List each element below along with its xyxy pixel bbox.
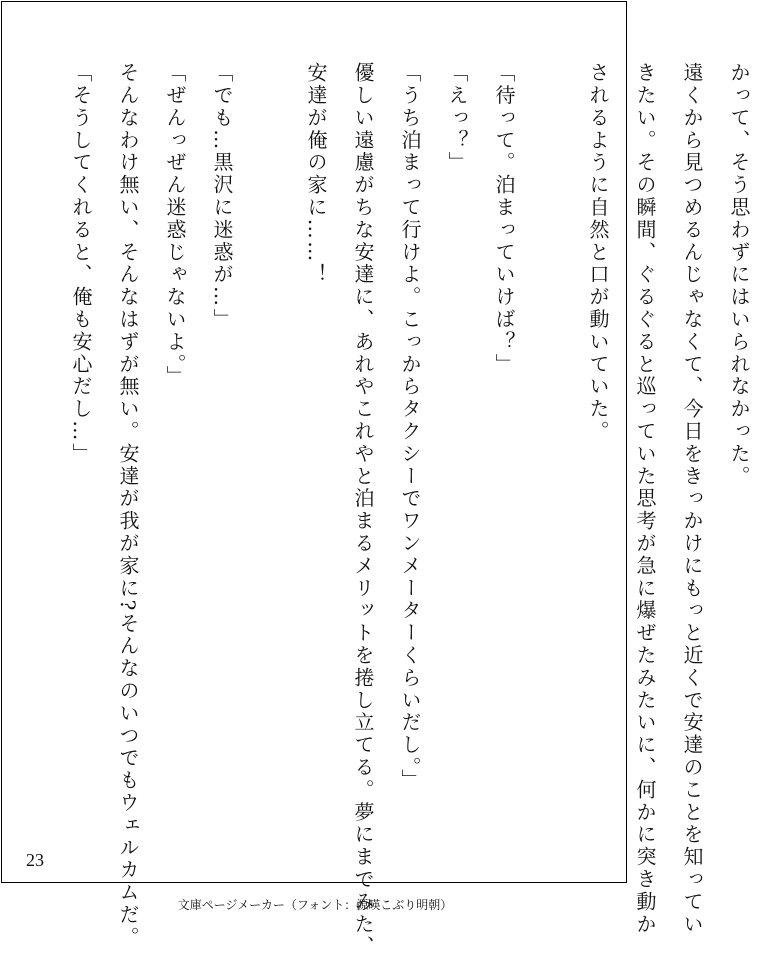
text-line-3: きたい。その瞬間、ぐるぐると巡っていた思考が急に爆ぜたみたいに、何かに突き動か [633, 62, 657, 936]
text-line-6: 「待って。泊まっていけば？」 [492, 62, 516, 376]
text-line-2: 遠くから見つめるんじゃなくて、今日をきっかけにもっと近くで安達のことを知ってい [680, 62, 704, 936]
text-line-1: かって、そう思わずにはいられなかった。 [727, 62, 751, 488]
blank-line [527, 62, 574, 862]
text-line-12: 「でも…黒沢に迷惑が…」 [210, 62, 234, 331]
text-line-4: されるように自然と口が動いていた。 [586, 62, 610, 443]
text-line-9: 優しい遠慮がちな安達に、あれやこれやと泊まるメリットを捲し立てる。夢にまでみた、 [351, 62, 375, 958]
text-line-13: 「ぜんっぜん迷惑じゃないよ。」 [163, 62, 187, 388]
page-number: 23 [26, 850, 44, 870]
text-line-15: 「そうしてくれると、俺も安心だし…」 [69, 62, 93, 466]
blank-line [245, 62, 292, 862]
text-line-7: 「えっ？」 [445, 62, 469, 174]
text-line-14: そんなわけ無い、そんなはずが無い。安達が我が家に?そんなのいつでもウェルカムだ。 [116, 62, 140, 949]
text-line-10: 安達が俺の家に……！ [304, 62, 328, 286]
footer-credit: 文庫ページメーカー（フォント：源暎こぶり明朝） [177, 898, 453, 912]
text-line-8: 「うち泊まって行けよ。こっからタクシーでワンメーターくらいだし。」 [398, 62, 422, 792]
